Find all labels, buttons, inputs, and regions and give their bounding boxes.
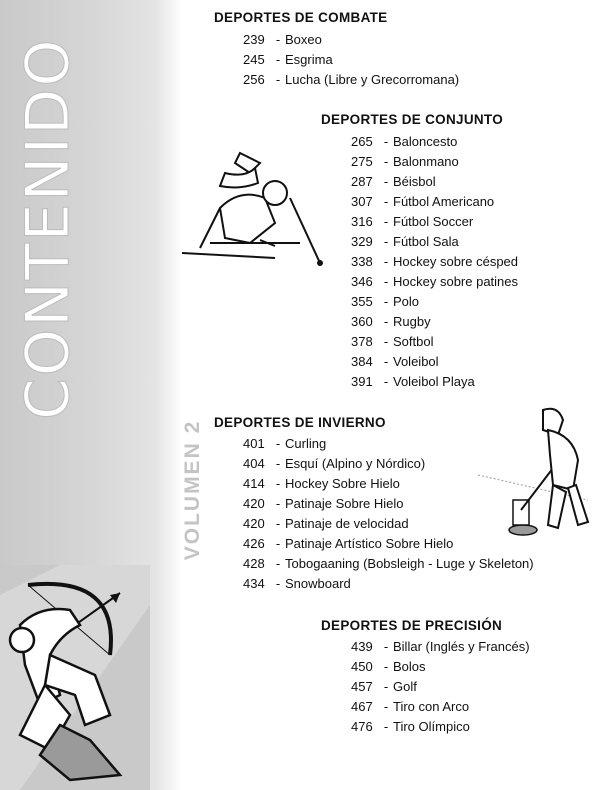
page-number: 239	[243, 32, 265, 47]
separator-dash: -	[383, 134, 389, 149]
toc-entry[interactable]	[243, 514, 409, 534]
entry-title: Hockey sobre patines	[393, 274, 519, 289]
entry-title: Golf	[393, 679, 417, 694]
toc-entry[interactable]	[243, 454, 425, 474]
toc-entry[interactable]	[351, 212, 473, 232]
toc-entry[interactable]	[351, 697, 469, 717]
page-number: 414	[243, 476, 265, 491]
page-number: 457	[351, 679, 373, 694]
volume-label: VOLUMEN 2	[181, 419, 204, 561]
toc-entry[interactable]	[351, 717, 470, 737]
entry-title: Polo	[393, 294, 420, 309]
toc-entry[interactable]	[243, 474, 400, 494]
page-number: 307	[351, 194, 373, 209]
separator-dash: -	[275, 72, 281, 87]
entry-title: Baloncesto	[393, 134, 458, 149]
entry-title: Esgrima	[285, 52, 333, 67]
section-heading-invierno: DEPORTES DE INVIERNO	[214, 415, 386, 430]
separator-dash: -	[383, 314, 389, 329]
toc-entry[interactable]	[243, 70, 459, 90]
toc-entry[interactable]	[351, 352, 439, 372]
entry-title: Fútbol Soccer	[393, 214, 474, 229]
toc-entry[interactable]	[243, 574, 351, 594]
separator-dash: -	[275, 436, 281, 451]
toc-entry[interactable]	[351, 132, 457, 152]
toc-entry[interactable]	[351, 677, 417, 697]
page-number: 426	[243, 536, 265, 551]
separator-dash: -	[275, 496, 281, 511]
toc-entry[interactable]	[243, 534, 453, 554]
entry-title: Fútbol Sala	[393, 234, 459, 249]
page-number: 287	[351, 174, 373, 189]
separator-dash: -	[275, 52, 281, 67]
separator-dash: -	[275, 536, 281, 551]
separator-dash: -	[275, 576, 281, 591]
archer-icon	[0, 565, 150, 790]
page-number: 420	[243, 496, 265, 511]
page-number: 265	[351, 134, 373, 149]
entry-title: Billar (Inglés y Francés)	[393, 639, 530, 654]
separator-dash: -	[275, 476, 281, 491]
separator-dash: -	[275, 456, 281, 471]
entry-title: Rugby	[393, 314, 431, 329]
page-number: 378	[351, 334, 373, 349]
entry-title: Lucha (Libre y Grecorromana)	[285, 72, 460, 87]
page-number: 355	[351, 294, 373, 309]
separator-dash: -	[383, 214, 389, 229]
entry-title: Béisbol	[393, 174, 436, 189]
page-number: 329	[351, 234, 373, 249]
page-number: 384	[351, 354, 373, 369]
entry-title: Curling	[285, 436, 327, 451]
separator-dash: -	[383, 294, 389, 309]
page-number: 450	[351, 659, 373, 674]
page-number: 338	[351, 254, 373, 269]
entry-title: Tiro Olímpico	[393, 719, 470, 734]
toc-entry[interactable]	[351, 152, 459, 172]
separator-dash: -	[383, 639, 389, 654]
separator-dash: -	[383, 154, 389, 169]
toc-entry[interactable]	[351, 637, 530, 657]
entry-title: Balonmano	[393, 154, 459, 169]
page-number: 401	[243, 436, 265, 451]
toc-entry[interactable]	[351, 192, 494, 212]
skier-with-trumpet-icon	[180, 148, 330, 268]
entry-title: Patinaje Artístico Sobre Hielo	[285, 536, 454, 551]
entry-title: Patinaje de velocidad	[285, 516, 409, 531]
separator-dash: -	[383, 234, 389, 249]
toc-entry[interactable]	[351, 312, 431, 332]
page-number: 434	[243, 576, 265, 591]
section-heading-precision: DEPORTES DE PRECISIÓN	[321, 618, 503, 633]
separator-dash: -	[383, 699, 389, 714]
separator-dash: -	[383, 659, 389, 674]
entry-title: Tobogaaning (Bobsleigh - Luge y Skeleton)	[285, 556, 534, 571]
entry-title: Bolos	[393, 659, 426, 674]
page-number: 360	[351, 314, 373, 329]
page-number: 275	[351, 154, 373, 169]
toc-entry[interactable]	[351, 252, 518, 272]
entry-title: Tiro con Arco	[393, 699, 470, 714]
toc-entry[interactable]	[243, 30, 322, 50]
entry-title: Voleibol Playa	[393, 374, 475, 389]
entry-title: Voleibol	[393, 354, 439, 369]
page-number: 404	[243, 456, 265, 471]
separator-dash: -	[383, 679, 389, 694]
toc-entry[interactable]	[243, 554, 534, 574]
separator-dash: -	[383, 174, 389, 189]
entry-title: Hockey sobre césped	[393, 254, 519, 269]
page-number: 346	[351, 274, 373, 289]
entry-title: Hockey Sobre Hielo	[285, 476, 400, 491]
toc-entry[interactable]	[351, 172, 436, 192]
separator-dash: -	[383, 719, 389, 734]
page-number: 420	[243, 516, 265, 531]
separator-dash: -	[275, 32, 281, 47]
page-number: 316	[351, 214, 373, 229]
separator-dash: -	[275, 516, 281, 531]
separator-dash: -	[275, 556, 281, 571]
toc-entry[interactable]	[243, 494, 404, 514]
page-number: 476	[351, 719, 373, 734]
page-number: 467	[351, 699, 373, 714]
toc-entry[interactable]	[351, 292, 419, 312]
toc-entry[interactable]	[351, 372, 475, 392]
separator-dash: -	[383, 194, 389, 209]
page-number: 245	[243, 52, 265, 67]
entry-title: Fútbol Americano	[393, 194, 495, 209]
toc-entry[interactable]	[243, 434, 326, 454]
entry-title: Boxeo	[285, 32, 322, 47]
page-number: 439	[351, 639, 373, 654]
separator-dash: -	[383, 354, 389, 369]
page-number: 428	[243, 556, 265, 571]
entry-title: Patinaje Sobre Hielo	[285, 496, 404, 511]
toc-entry[interactable]	[243, 50, 333, 70]
toc-entry[interactable]	[351, 657, 426, 677]
section-heading-conjunto: DEPORTES DE CONJUNTO	[321, 112, 504, 127]
toc-entry[interactable]	[351, 272, 518, 292]
separator-dash: -	[383, 374, 389, 389]
entry-title: Softbol	[393, 334, 434, 349]
page-number: 391	[351, 374, 373, 389]
entry-title: Esquí (Alpino y Nórdico)	[285, 456, 426, 471]
toc-entry[interactable]	[351, 332, 433, 352]
separator-dash: -	[383, 274, 389, 289]
section-heading-combate: DEPORTES DE COMBATE	[214, 10, 388, 25]
page-number: 256	[243, 72, 265, 87]
contents-title: CONTENIDO	[13, 37, 83, 420]
separator-dash: -	[383, 334, 389, 349]
toc-entry[interactable]	[351, 232, 459, 252]
entry-title: Snowboard	[285, 576, 351, 591]
separator-dash: -	[383, 254, 389, 269]
curling-player-icon	[478, 400, 598, 545]
